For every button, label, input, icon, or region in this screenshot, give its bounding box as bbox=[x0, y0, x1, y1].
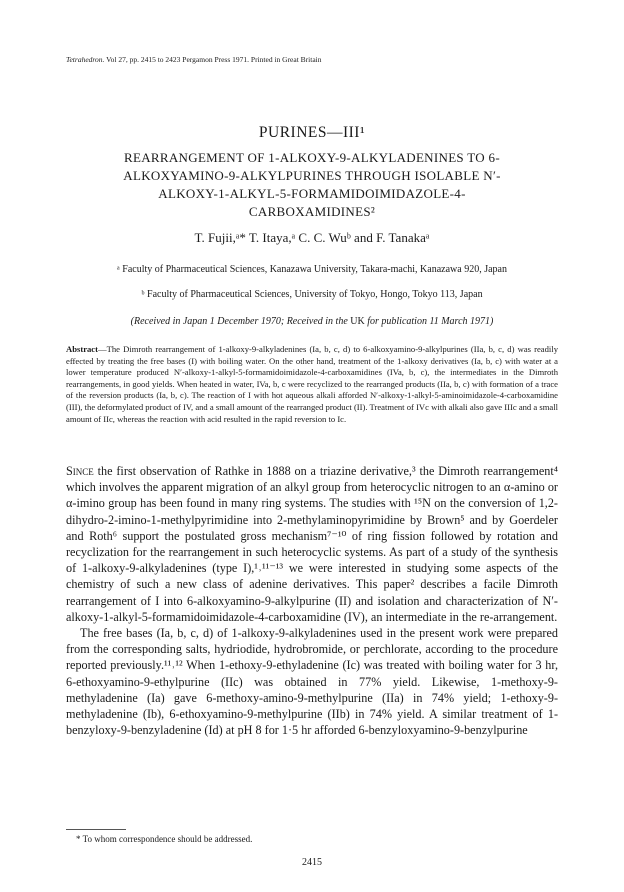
body-paragraph-1 bbox=[66, 463, 558, 625]
affiliation-b: ᵇ Faculty of Pharmaceutical Sciences, University of Tokyo, Hongo, Tokyo 113, Japan bbox=[141, 289, 483, 300]
body-paragraph-2: The free bases (Ia, b, c, d) of 1-alkoxy-9-alkyladenines used in the present work were prepared from the corresponding salts, hydriodide, hydrobromide, or perchlorate, according to the procedure reported previously.¹¹˒¹² When 1-ethoxy-9-ethyladenine (Ic) was treated with boiling water for 3 hr, 6-ethoxyamino-9-ethylpurine (IIc) was obtained in 77% yield. Likewise, 1-methoxy-9-methyladenine (Ia) gave 6-methoxy-amino-9-methylpurine (IIa) in 74% yield; 1-ethoxy-9-methyladenine (Ib), 6-ethoxyamino-9-methylpurine (IIb) in 74% yield. A similar treatment of 1-benzyloxy-9-benzyladenine (Id) at pH 8 for 1·5 hr afforded 6-benzyloxyamino-9-benzylpurine bbox=[66, 626, 558, 738]
footnote: * To whom correspondence should be addressed. bbox=[76, 834, 253, 844]
received-text-2: for publication 11 March 1971) bbox=[364, 316, 494, 327]
journal-name: Tetrahedron. bbox=[66, 55, 105, 64]
footnote-rule bbox=[66, 829, 126, 830]
running-head bbox=[66, 55, 322, 64]
author-list: T. Fujii,ᵃ* T. Itaya,ᵃ C. C. Wuᵇ and F. Tanakaᵃ bbox=[194, 230, 430, 245]
abstract-text: —The Dimroth rearrangement of 1-alkoxy-9-alkyladenines (Ia, b, c, d) to 6-alkoxyamino-9-alkylpurines (IIa, b, c, d) was readily effected by treating the free bases (I) with boiling water. On the other hand, treatment of the 1-alkoxy derivatives (Ia, b, c) with water at a lower temperature produced N′-alkoxy-1-alkyl-5-formamidoimidazole-4-carboxamidines (IVa, b, c), the intermediates in the Dimroth rearrangements, in good yields. When heated in water, IVa, b, c were recyclized to the rearranged products (IIa, b, c) with formation of a trace of the reversion products (Ia, b, c). The reaction of I with hot aqueous alkali afforded N′-alkoxy-1-alkyl-5-aminoimidazole-4-carboxamidine (III), the deformylated product of IV, and a small amount of the rearranged product (II). Treatment of IVc with alkali also gave IIIc and a small amount of IIc, whereas the reaction with acid resulted in the rapid reversion to Ic. bbox=[66, 344, 558, 424]
paragraph-1-text: the first observation of Rathke in 1888 on a triazine derivative,³ the Dimroth rearrangement⁴ which involves the apparent migration of an alkyl group from heterocyclic nitrogen to an α-amino or α-imino group has been found in many ring systems. The studies with ¹⁵N on the conversion of 1,2-dihydro-2-imino-1-methylpyrimidine into 2-methylaminopyrimidine by Brown⁵ and by Goerdeler and Roth⁶ support the postulated gross mechanism⁷⁻¹⁰ of ring fission followed by rotation and recyclization for the rearrangement in such heterocyclic systems. As part of a study of the synthesis of 1-alkoxy-9-alkyladenines (type I),¹˒¹¹⁻¹³ we were interested in studying some aspects of the chemistry of such a new class of adenine derivatives. This paper² describes a facile Dimroth rearrangement of I into 6-alkoxyamino-9-alkylpurine (II) and isolation and characterization of N′-alkoxy-1-alkyl-5-formamidoimidazole-4-carboxamidine (IV), an intermediate in the re-arrangement. bbox=[66, 464, 558, 624]
abstract-label: Abstract bbox=[66, 344, 98, 354]
received-uk: UK bbox=[350, 316, 365, 327]
paragraph-lead-word: Since bbox=[66, 464, 94, 478]
body-text bbox=[66, 463, 558, 738]
abstract bbox=[66, 344, 558, 425]
received-text-1: (Received in Japan 1 December 1970; Received in the bbox=[130, 316, 351, 327]
page-number: 2415 bbox=[302, 857, 322, 868]
affiliation-a: ᵃ Faculty of Pharmaceutical Sciences, Kanazawa University, Takara-machi, Kanazawa 920, Japan bbox=[117, 264, 507, 275]
received-dates bbox=[0, 316, 624, 327]
article-title: REARRANGEMENT OF 1-ALKOXY-9-ALKYLADENINES TO 6-ALKOXYAMINO-9-ALKYLPURINES THROUGH ISOLABLE N′-ALKOXY-1-ALKYL-5-FORMAMIDOIMIDAZOLE-4-CARBOXAMIDINES² bbox=[123, 150, 501, 219]
series-title: PURINES—III¹ bbox=[258, 124, 366, 141]
journal-info: Vol 27, pp. 2415 to 2423 Pergamon Press 1971. Printed in Great Britain bbox=[106, 55, 322, 64]
